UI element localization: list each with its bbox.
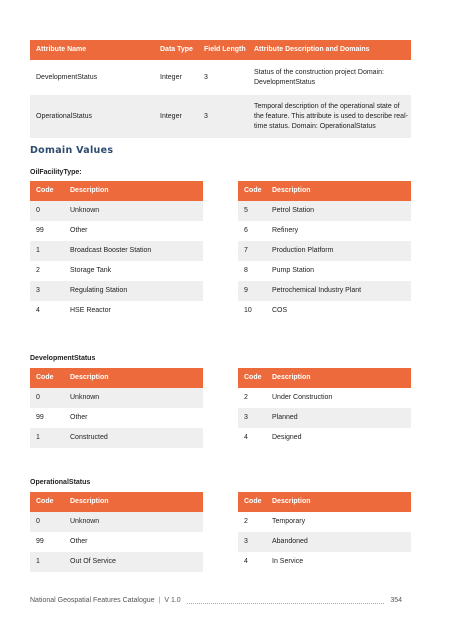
- description-cell: In Service: [272, 558, 304, 565]
- description-cell: Storage Tank: [70, 267, 112, 274]
- field-length: 3: [204, 73, 208, 81]
- table-row: [238, 552, 411, 572]
- description-cell: Other: [70, 414, 88, 421]
- table-row: [30, 512, 203, 532]
- table-row: [238, 512, 411, 532]
- code-header: Code: [238, 492, 266, 512]
- description-cell: Broadcast Booster Station: [64, 241, 203, 261]
- description-header: Description: [64, 492, 203, 512]
- description-cell: Under Construction: [272, 394, 333, 401]
- footer-separator: |: [158, 597, 161, 604]
- code-cell: 1: [30, 428, 64, 448]
- header-data-type: Data Type: [154, 40, 198, 60]
- domain-values-heading: Domain Values: [30, 145, 114, 156]
- code-cell: 3: [30, 281, 64, 301]
- description-cell: Production Platform: [266, 241, 411, 261]
- attribute-description: Status of the construction project Domain: DevelopmentStatus: [254, 68, 384, 86]
- code-cell: 6: [244, 227, 248, 234]
- description-header: Description: [64, 181, 203, 201]
- table-row: [238, 388, 411, 408]
- table-row: [30, 261, 203, 281]
- code-cell: 7: [238, 241, 266, 261]
- description-header: Description: [64, 368, 203, 388]
- description-header: Description: [266, 368, 411, 388]
- table-row: [30, 532, 203, 552]
- development-status-right-table: [238, 368, 411, 448]
- table-row: [30, 301, 203, 321]
- table-row: [238, 281, 411, 301]
- page-footer: [30, 597, 402, 604]
- domain-title: OilFacilityType:: [30, 169, 82, 176]
- description-cell: Out Of Service: [64, 552, 203, 572]
- oil-facility-type-left-table: [30, 181, 203, 321]
- table-row: [238, 241, 411, 261]
- description-cell: Planned: [266, 408, 411, 428]
- code-cell: 3: [238, 532, 266, 552]
- field-length: 3: [198, 95, 248, 138]
- table-row: [30, 552, 203, 572]
- description-cell: Other: [70, 538, 88, 545]
- table-row: [30, 281, 203, 301]
- header-description: Attribute Description and Domains: [248, 40, 411, 60]
- table-row: [238, 408, 411, 428]
- code-cell: 2: [36, 267, 40, 274]
- code-cell: 5: [238, 201, 266, 221]
- code-cell: 8: [244, 267, 248, 274]
- description-cell: Regulating Station: [64, 281, 203, 301]
- table-row: [30, 241, 203, 261]
- table-row: [238, 428, 411, 448]
- code-cell: 3: [238, 408, 266, 428]
- attribute-name: DevelopmentStatus: [36, 73, 98, 81]
- domain-title: DevelopmentStatus: [30, 355, 96, 362]
- table-row: [30, 428, 203, 448]
- code-header: Code: [30, 181, 64, 201]
- code-cell: 4: [244, 434, 248, 441]
- description-header: Description: [266, 492, 411, 512]
- operational-status-left-table: [30, 492, 203, 572]
- footer-version: V 1.0: [164, 597, 181, 604]
- attributes-header-row: [30, 40, 411, 60]
- code-cell: 1: [30, 241, 64, 261]
- description-cell: Unknown: [64, 512, 203, 532]
- table-row: [30, 221, 203, 241]
- code-cell: 9: [238, 281, 266, 301]
- table-row: [30, 60, 411, 95]
- description-cell: Unknown: [64, 201, 203, 221]
- description-cell: Refinery: [272, 227, 299, 234]
- header-field-length: Field Length: [198, 40, 248, 60]
- page-number: 354: [390, 597, 402, 604]
- description-cell: Pump Station: [272, 267, 315, 274]
- code-cell: 1: [30, 552, 64, 572]
- table-row: [238, 221, 411, 241]
- operational-status-right-table: [238, 492, 411, 572]
- code-header: Code: [30, 368, 64, 388]
- code-cell: 99: [36, 227, 44, 234]
- development-status-left-table: [30, 368, 203, 448]
- footer-leader-dots: [187, 598, 385, 604]
- code-cell: 99: [36, 414, 44, 421]
- code-cell: 0: [30, 201, 64, 221]
- code-cell: 2: [244, 394, 248, 401]
- code-header: Code: [238, 181, 266, 201]
- attributes-table: [30, 40, 411, 138]
- attribute-name: OperationalStatus: [30, 95, 154, 138]
- table-row: [238, 261, 411, 281]
- description-header: Description: [266, 181, 411, 201]
- data-type: Integer: [160, 73, 182, 81]
- description-cell: Temporary: [272, 518, 306, 525]
- footer-title: National Geospatial Features Catalogue: [30, 597, 155, 604]
- code-cell: 4: [244, 558, 248, 565]
- header-attribute-name: Attribute Name: [30, 40, 154, 60]
- description-cell: Unknown: [64, 388, 203, 408]
- description-cell: Abandoned: [266, 532, 411, 552]
- code-cell: 10: [244, 307, 252, 314]
- oil-facility-type-right-table: [238, 181, 411, 321]
- code-header: Code: [30, 492, 64, 512]
- table-row: [238, 532, 411, 552]
- table-row: [238, 201, 411, 221]
- code-header: Code: [238, 368, 266, 388]
- code-cell: 4: [36, 307, 40, 314]
- attribute-description: Temporal description of the operational state of the feature. This attribute is used to describe real-time status. Domain: OperationalStatus: [248, 95, 411, 138]
- table-row: [30, 95, 411, 138]
- description-cell: HSE Reactor: [70, 307, 111, 314]
- code-cell: 2: [244, 518, 248, 525]
- code-cell: 99: [36, 538, 44, 545]
- domain-title: OperationalStatus: [30, 479, 91, 486]
- description-cell: Petrochemical Industry Plant: [266, 281, 411, 301]
- code-cell: 0: [30, 388, 64, 408]
- description-cell: Other: [70, 227, 88, 234]
- description-cell: COS: [272, 307, 288, 314]
- description-cell: Designed: [272, 434, 302, 441]
- table-row: [238, 301, 411, 321]
- description-cell: Petrol Station: [266, 201, 411, 221]
- table-row: [30, 201, 203, 221]
- description-cell: Constructed: [64, 428, 203, 448]
- code-cell: 0: [30, 512, 64, 532]
- data-type: Integer: [154, 95, 198, 138]
- table-row: [30, 408, 203, 428]
- table-row: [30, 388, 203, 408]
